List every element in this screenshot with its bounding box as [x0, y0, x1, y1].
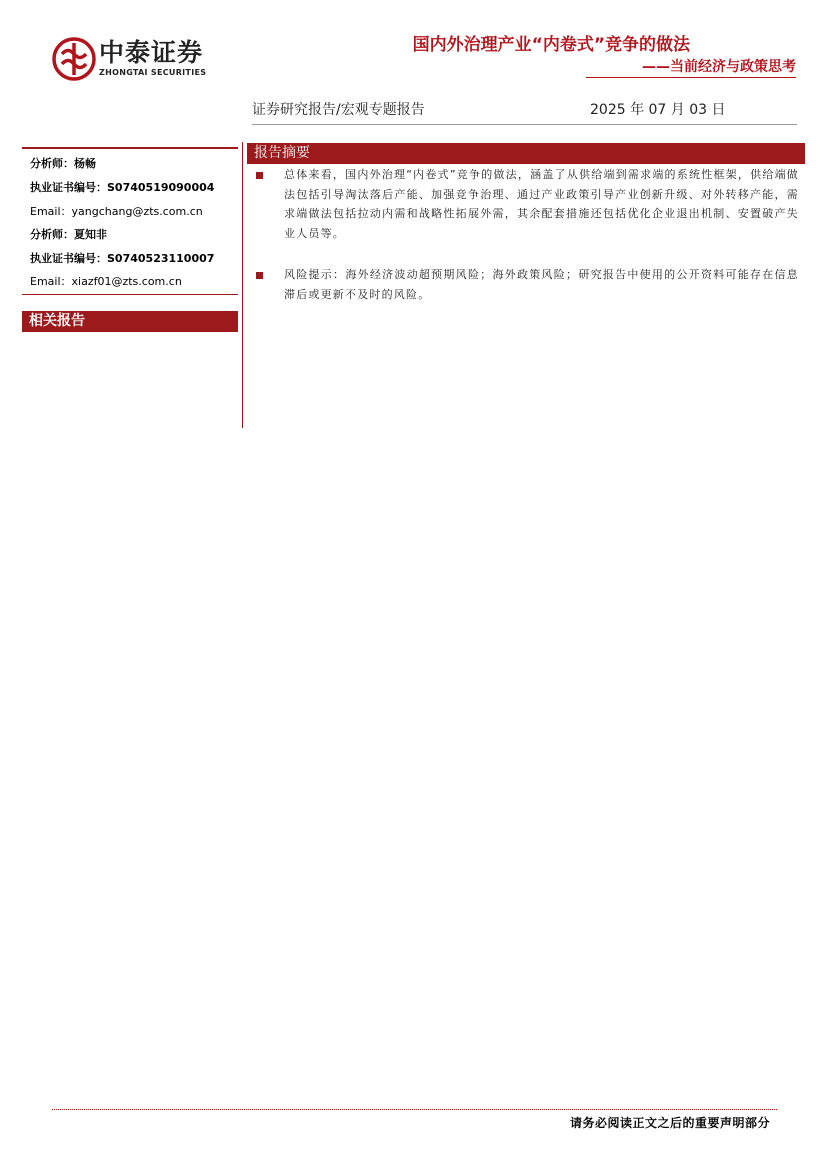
summary-header: 报告摘要 — [247, 143, 805, 164]
risk-paragraph: 风险提示：海外经济波动超预期风险；海外政策风险；研究报告中使用的公开资料可能存在信息滞后或更新不及时的风险。 — [284, 268, 799, 301]
footer-disclaimer: 请务必阅读正文之后的重要声明部分 — [569, 1116, 770, 1130]
report-subtitle: ——当前经济与政策思考 — [642, 59, 796, 75]
analyst-2-cert: 执业证书编号：S0740523110007 — [30, 252, 215, 265]
column-divider — [242, 142, 243, 428]
bullet-square-icon — [256, 272, 263, 279]
analyst-2-email[interactable]: Email：xiazf01@zts.com.cn — [30, 275, 182, 288]
header-divider — [252, 124, 797, 125]
summary-paragraph: 总体来看，国内外治理“内卷式”竞争的做法，涵盖了从供给端到需求端的系统性框架，供给端做法包括引导淘汰落后产能、加强竞争治理、通过产业政策引导产业创新升级、对外转移产能，需求端做法包括拉动内需和战略性拓展外需，其余配套措施还包括优化企业退出机制、安置破产失业人员等。 — [284, 168, 799, 240]
analyst-2-name: 分析师：夏知非 — [30, 228, 107, 241]
logo-name-cn: 中泰证券 — [99, 38, 204, 67]
report-date: 2025 年 07 月 03 日 — [590, 102, 726, 118]
logo-name-en: ZHONGTAI SECURITIES — [99, 68, 207, 77]
zhongtai-logo-icon — [52, 37, 96, 81]
subtitle-underline — [586, 77, 796, 78]
analyst-1-name: 分析师：杨畅 — [30, 157, 96, 170]
sidebar-bottom-rule — [22, 294, 238, 295]
footer-divider — [52, 1109, 777, 1110]
sidebar-top-rule — [22, 147, 238, 149]
analyst-1-cert: 执业证书编号：S0740519090004 — [30, 181, 215, 194]
analyst-1-email[interactable]: Email：yangchang@zts.com.cn — [30, 205, 203, 218]
report-title: 国内外治理产业“内卷式”竞争的做法 — [412, 35, 690, 55]
report-category: 证券研究报告/宏观专题报告 — [252, 102, 425, 118]
related-reports-header: 相关报告 — [22, 311, 238, 332]
bullet-square-icon — [256, 172, 263, 179]
